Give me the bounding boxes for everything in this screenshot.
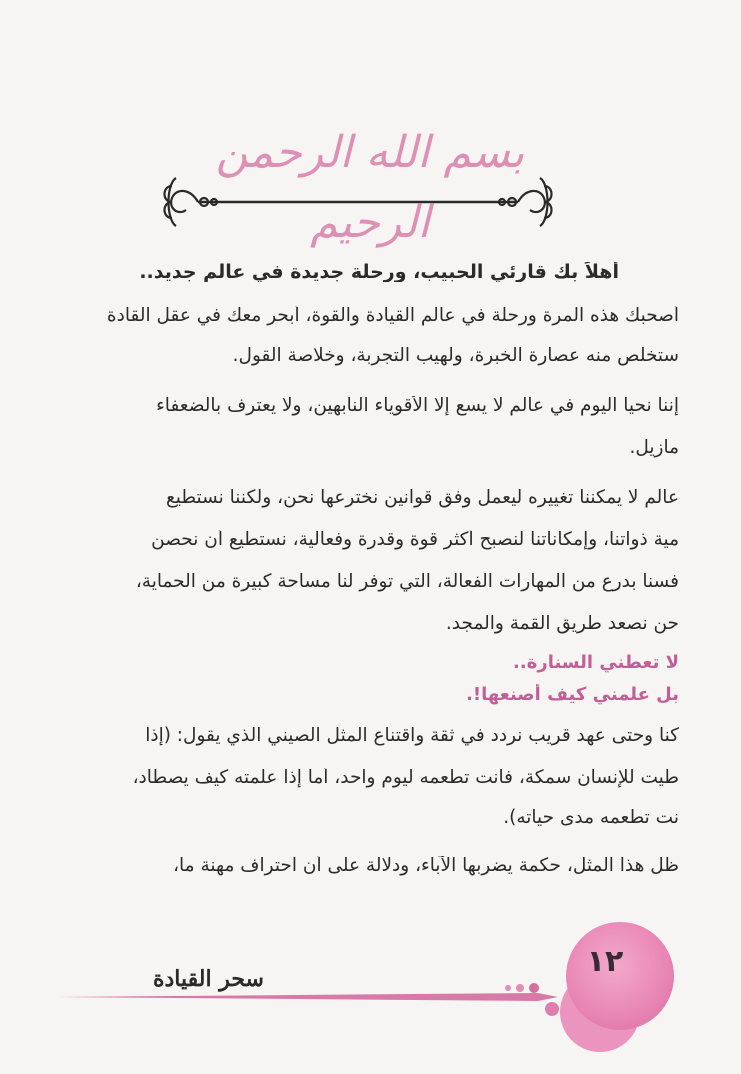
footer-rule xyxy=(58,990,558,1004)
paragraph-1 xyxy=(18,306,679,366)
paragraph-5 xyxy=(18,856,679,876)
footer-book-title: سحر القيادة xyxy=(152,966,264,992)
text-line: إننا نحيا اليوم في عالم لا يسع إلا الأقوياء النابهين، ولا يعترف بالضعفاء xyxy=(156,396,679,416)
paragraph-2 xyxy=(18,396,679,458)
quote-block xyxy=(18,652,679,706)
text-line: كنا وحتى عهد قريب نردد في ثقة واقتناع المثل الصيني الذي يقول: (إذا xyxy=(145,726,679,746)
paragraph-4 xyxy=(18,726,679,828)
text-line: طيت للإنسان سمكة، فأنت تطعمه ليوم واحد، أما إذا علمته كيف يصطاد، xyxy=(132,768,679,788)
text-line: ستخلص منه عصارة الخبرة، ولهيب التجربة، وخلاصة القول. xyxy=(232,346,679,366)
text-line: ظل هذا المثل، حكمة يضربها الآباء، ودلالة على أن احتراف مهنة ما، xyxy=(173,856,679,876)
text-line: عالم لا يمكننا تغييره ليعمل وفق قوانين نخترعها نحن، ولكننا نستطيع xyxy=(165,488,679,508)
text-line: أصحبك هذه المرة ورحلة في عالم القيادة والقوة، أبحر معك في عقل القادة xyxy=(106,306,679,326)
page-body-text xyxy=(18,262,679,876)
header-ornament-divider xyxy=(158,168,558,228)
quote-line: لا تعطني السنارة.. xyxy=(513,652,679,673)
text-line: مية ذواتنا، وإمكاناتنا لنصبح أكثر قوة وقدرة وفعالية، نستطيع أن نحصن xyxy=(151,530,679,550)
paragraph-3 xyxy=(18,488,679,634)
text-line: نت تطعمه مدى حياته). xyxy=(503,808,679,828)
basmala-calligraphy: بسم الله الرحمن الرحيم xyxy=(215,127,525,248)
decorative-spot xyxy=(545,1002,559,1016)
page-number: ١٢ xyxy=(586,944,624,979)
text-line: مازيل. xyxy=(629,438,679,458)
text-line: فسنا بدرع من المهارات الفعالة، التي توفر لنا مساحة كبيرة من الحماية، xyxy=(135,572,679,592)
quote-line: بل علمني كيف أصنعها!. xyxy=(466,684,679,705)
text-line: حن نصعد طريق القمة والمجد. xyxy=(445,614,679,634)
greeting-heading: أهلاً بك قارئي الحبيب، ورحلة جديدة في عالم جديد.. xyxy=(139,262,619,282)
